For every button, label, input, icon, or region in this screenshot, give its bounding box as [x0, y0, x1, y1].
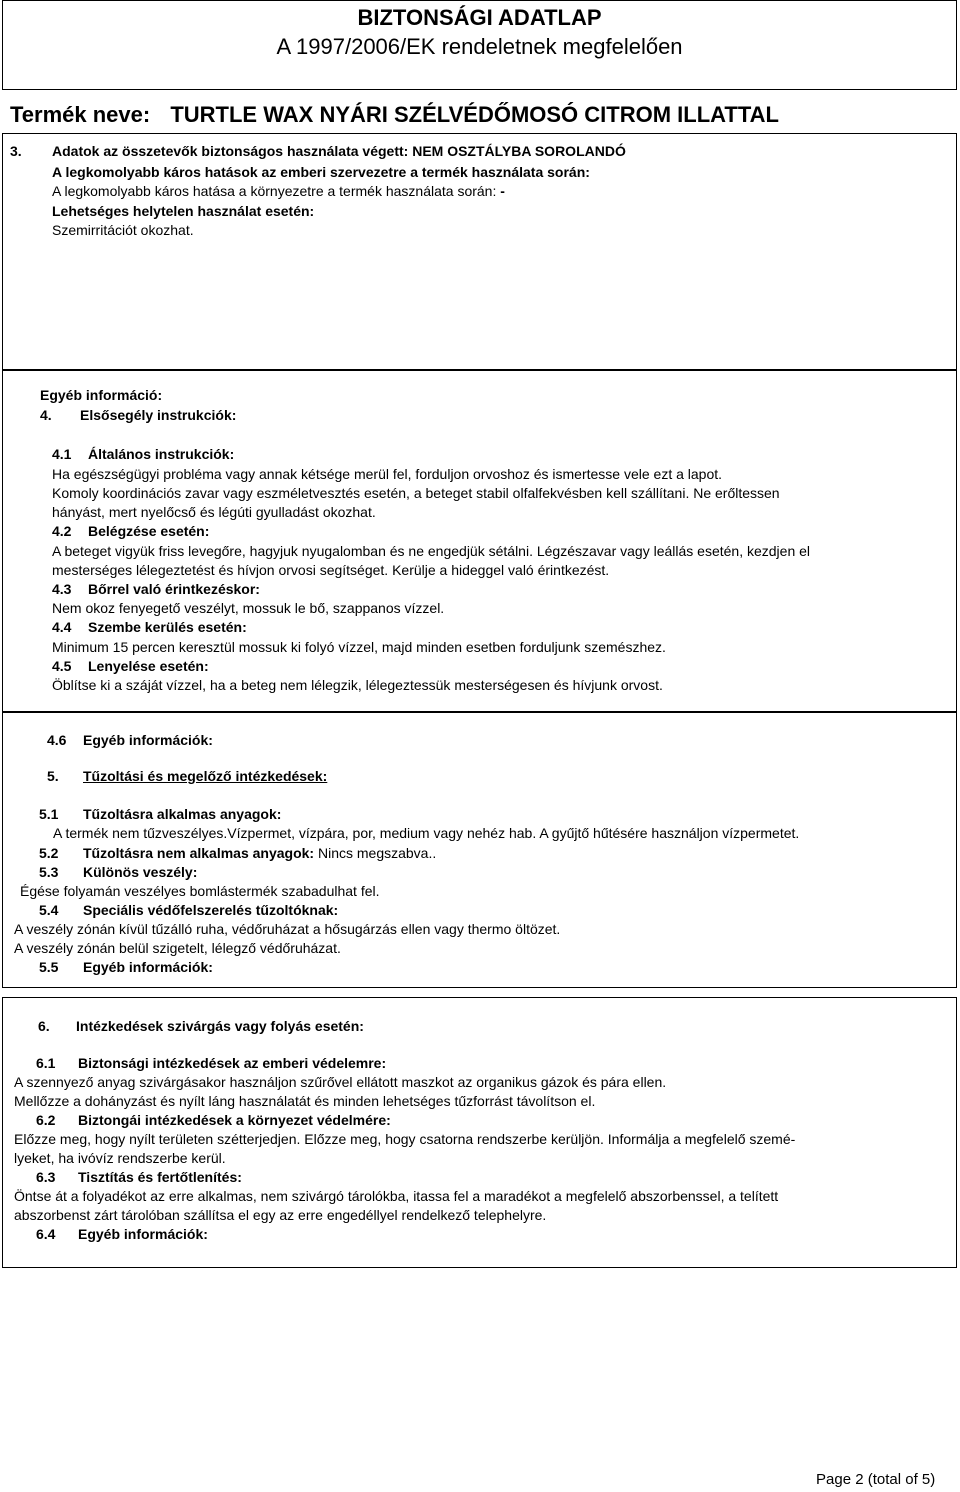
section-4-1-title: Általános instrukciók: — [88, 446, 235, 462]
section-5-4-number: 5.4 — [39, 902, 59, 918]
section-5-2-number: 5.2 — [39, 845, 59, 861]
section-4-6-number: 4.6 — [47, 732, 67, 748]
product-name: TURTLE WAX NYÁRI SZÉLVÉDŐMOSÓ CITROM ILLATTAL — [170, 102, 779, 127]
section-3-number: 3. — [10, 143, 22, 159]
section-6-3-number: 6.3 — [36, 1169, 56, 1185]
section-5-4-line-2: A veszély zónán belül szigetelt, lélegző védőruházat. — [14, 940, 341, 956]
document-title: BIZTONSÁGI ADATLAP — [357, 5, 602, 30]
section-6-number: 6. — [38, 1018, 50, 1034]
section-5-3-line-1: Égése folyamán veszélyes bomlástermék szabadulhat fel. — [20, 883, 380, 899]
section-5-5-title: Egyéb információk: — [83, 959, 213, 975]
section-6-3-title: Tisztítás és fertőtlenítés: — [78, 1169, 242, 1185]
section-4-3-line-1: Nem okoz fenyegető veszélyt, mossuk le bő, szappanos vízzel. — [52, 600, 445, 616]
section-4-4-line-1: Minimum 15 percen keresztül mossuk ki folyó vízzel, majd minden esetben forduljunk szemészhez. — [52, 639, 666, 655]
section-6-2-title: Biztongái intézkedések a környezet védelmére: — [78, 1112, 391, 1128]
document-subtitle: A 1997/2006/EK rendeletnek megfelelően — [276, 34, 683, 59]
header-box — [2, 0, 957, 90]
section-4-number: 4. — [40, 407, 52, 423]
section-3-line-2 — [52, 183, 505, 200]
section-4-4-title: Szembe kerülés esetén: — [88, 619, 247, 635]
section-4-2-line-2: mesterséges lélegeztetést és hívjon orvosi segítséget. Kerülje a hideggel való érintkezést. — [52, 562, 610, 578]
section-4-1-line-2: Komoly koordinációs zavar vagy eszméletvesztés esetén, a beteget stabil olfalfekvésben kell szállítani. Ne erőltessen — [52, 485, 780, 501]
section-5-3-number: 5.3 — [39, 864, 59, 880]
section-6-2-number: 6.2 — [36, 1112, 56, 1128]
section-3-line-3: Lehetséges helytelen használat esetén: — [52, 203, 315, 219]
section-4-title: Elsősegély instrukciók: — [80, 407, 237, 423]
section-5-5-number: 5.5 — [39, 959, 59, 975]
section-5-1-line-1: A termék nem tűzveszélyes.Vízpermet, vízpára, por, medium vagy nehéz hab. A gyűjtő hűtésére használjon vízpermetet. — [53, 825, 800, 841]
section-5-1-title: Tűzoltásra alkalmas anyagok: — [83, 806, 282, 822]
product-label: Termék neve: — [10, 102, 151, 127]
section-5-title: Tűzoltási és megelőző intézkedések: — [83, 768, 328, 784]
section-4-5-title: Lenyelése esetén: — [88, 658, 209, 674]
section-3-title: Adatok az összetevők biztonságos használata végett: NEM OSZTÁLYBA SOROLANDÓ — [52, 143, 626, 159]
section-5-4-line-1: A veszély zónán kívül tűzálló ruha, védőruházat a hősugárzás ellen vagy thermo öltözet. — [14, 921, 561, 937]
section-6-1-line-1: A szennyező anyag szivárgásakor használjon szűrővel ellátott maszkot az organikus gázok és pára ellen. — [14, 1074, 667, 1090]
section-4-2-line-1: A beteget vigyük friss levegőre, hagyjuk nyugalomban és ne engedjük sétálni. Légzészavar vagy leállás esetén, kezdjen el — [52, 543, 811, 559]
section-4-1-line-1: Ha egészségügyi probléma vagy annak kétsége merül fel, forduljon orvoshoz és ismertesse vele ezt a lapot. — [52, 466, 723, 482]
section-3-line-4: Szemirritációt okozhat. — [52, 222, 194, 238]
section-4-5-line-1: Öblítse ki a száját vízzel, ha a beteg nem lélegzik, lélegeztessük mesterségesen és hívjunk orvost. — [52, 677, 663, 693]
section-3-line-1: A legkomolyabb káros hatások az emberi szervezetre a termék használata során: — [52, 164, 590, 180]
section-5-3-title: Különös veszély: — [83, 864, 198, 880]
section-5-1-number: 5.1 — [39, 806, 59, 822]
product-name-line — [10, 102, 779, 128]
section-6-1-number: 6.1 — [36, 1055, 56, 1071]
section-6-4-title: Egyéb információk: — [78, 1226, 208, 1242]
section-5-2-value: Nincs megszabva.. — [314, 845, 437, 861]
section-6-2-line-2: lyeket, ha ivóvíz rendszerbe kerül. — [14, 1150, 226, 1166]
section-6-title: Intézkedések szivárgás vagy folyás esetén: — [76, 1018, 364, 1034]
section-4-1-line-3: hányást, mert nyelőcső és légúti gyulladást okozhat. — [52, 504, 376, 520]
section-6-4-number: 6.4 — [36, 1226, 56, 1242]
section-4-1-number: 4.1 — [52, 446, 72, 462]
section-6-2-line-1: Előzze meg, hogy nyílt területen szétterjedjen. Előzze meg, hogy csatorna rendszerbe kerüljön. Informálja a megfelelő szemé- — [14, 1131, 796, 1147]
section-4-6-title: Egyéb információk: — [83, 732, 213, 748]
section-6-3-line-1: Öntse át a folyadékot az erre alkalmas, nem szivárgó tárolókba, itassa fel a maradékot a megfelelő abszorbenssel, a telített — [14, 1188, 779, 1204]
section-6-1-title: Biztonsági intézkedések az emberi védelemre: — [78, 1055, 387, 1071]
section-5-2-title: Tűzoltásra nem alkalmas anyagok: — [83, 845, 315, 861]
section-5-number: 5. — [47, 768, 59, 784]
other-info-label: Egyéb információ: — [40, 387, 163, 403]
section-5-4-title: Speciális védőfelszerelés tűzoltóknak: — [83, 902, 339, 918]
section-3-line-2-text: A legkomolyabb káros hatása a környezetre a termék használata során: — [52, 183, 497, 199]
section-4-2-number: 4.2 — [52, 523, 72, 539]
page-number: Page 2 (total of 5) — [816, 1471, 936, 1488]
section-3-line-2-dash: - — [496, 183, 505, 199]
section-4-5-number: 4.5 — [52, 658, 72, 674]
section-5-2-line — [83, 845, 436, 862]
section-6-1-line-2: Mellőzze a dohányzást és nyílt láng használatát és minden lehetséges tűzforrást távolítson el. — [14, 1093, 596, 1109]
section-4-3-title: Bőrrel való érintkezéskor: — [88, 581, 260, 597]
section-6-3-line-2: abszorbenst zárt tárolóban szállítsa el egy az erre engedéllyel rendelkező telephelyre. — [14, 1207, 547, 1223]
section-4-2-title: Belégzése esetén: — [88, 523, 210, 539]
section-4-3-number: 4.3 — [52, 581, 72, 597]
section-4-4-number: 4.4 — [52, 619, 72, 635]
